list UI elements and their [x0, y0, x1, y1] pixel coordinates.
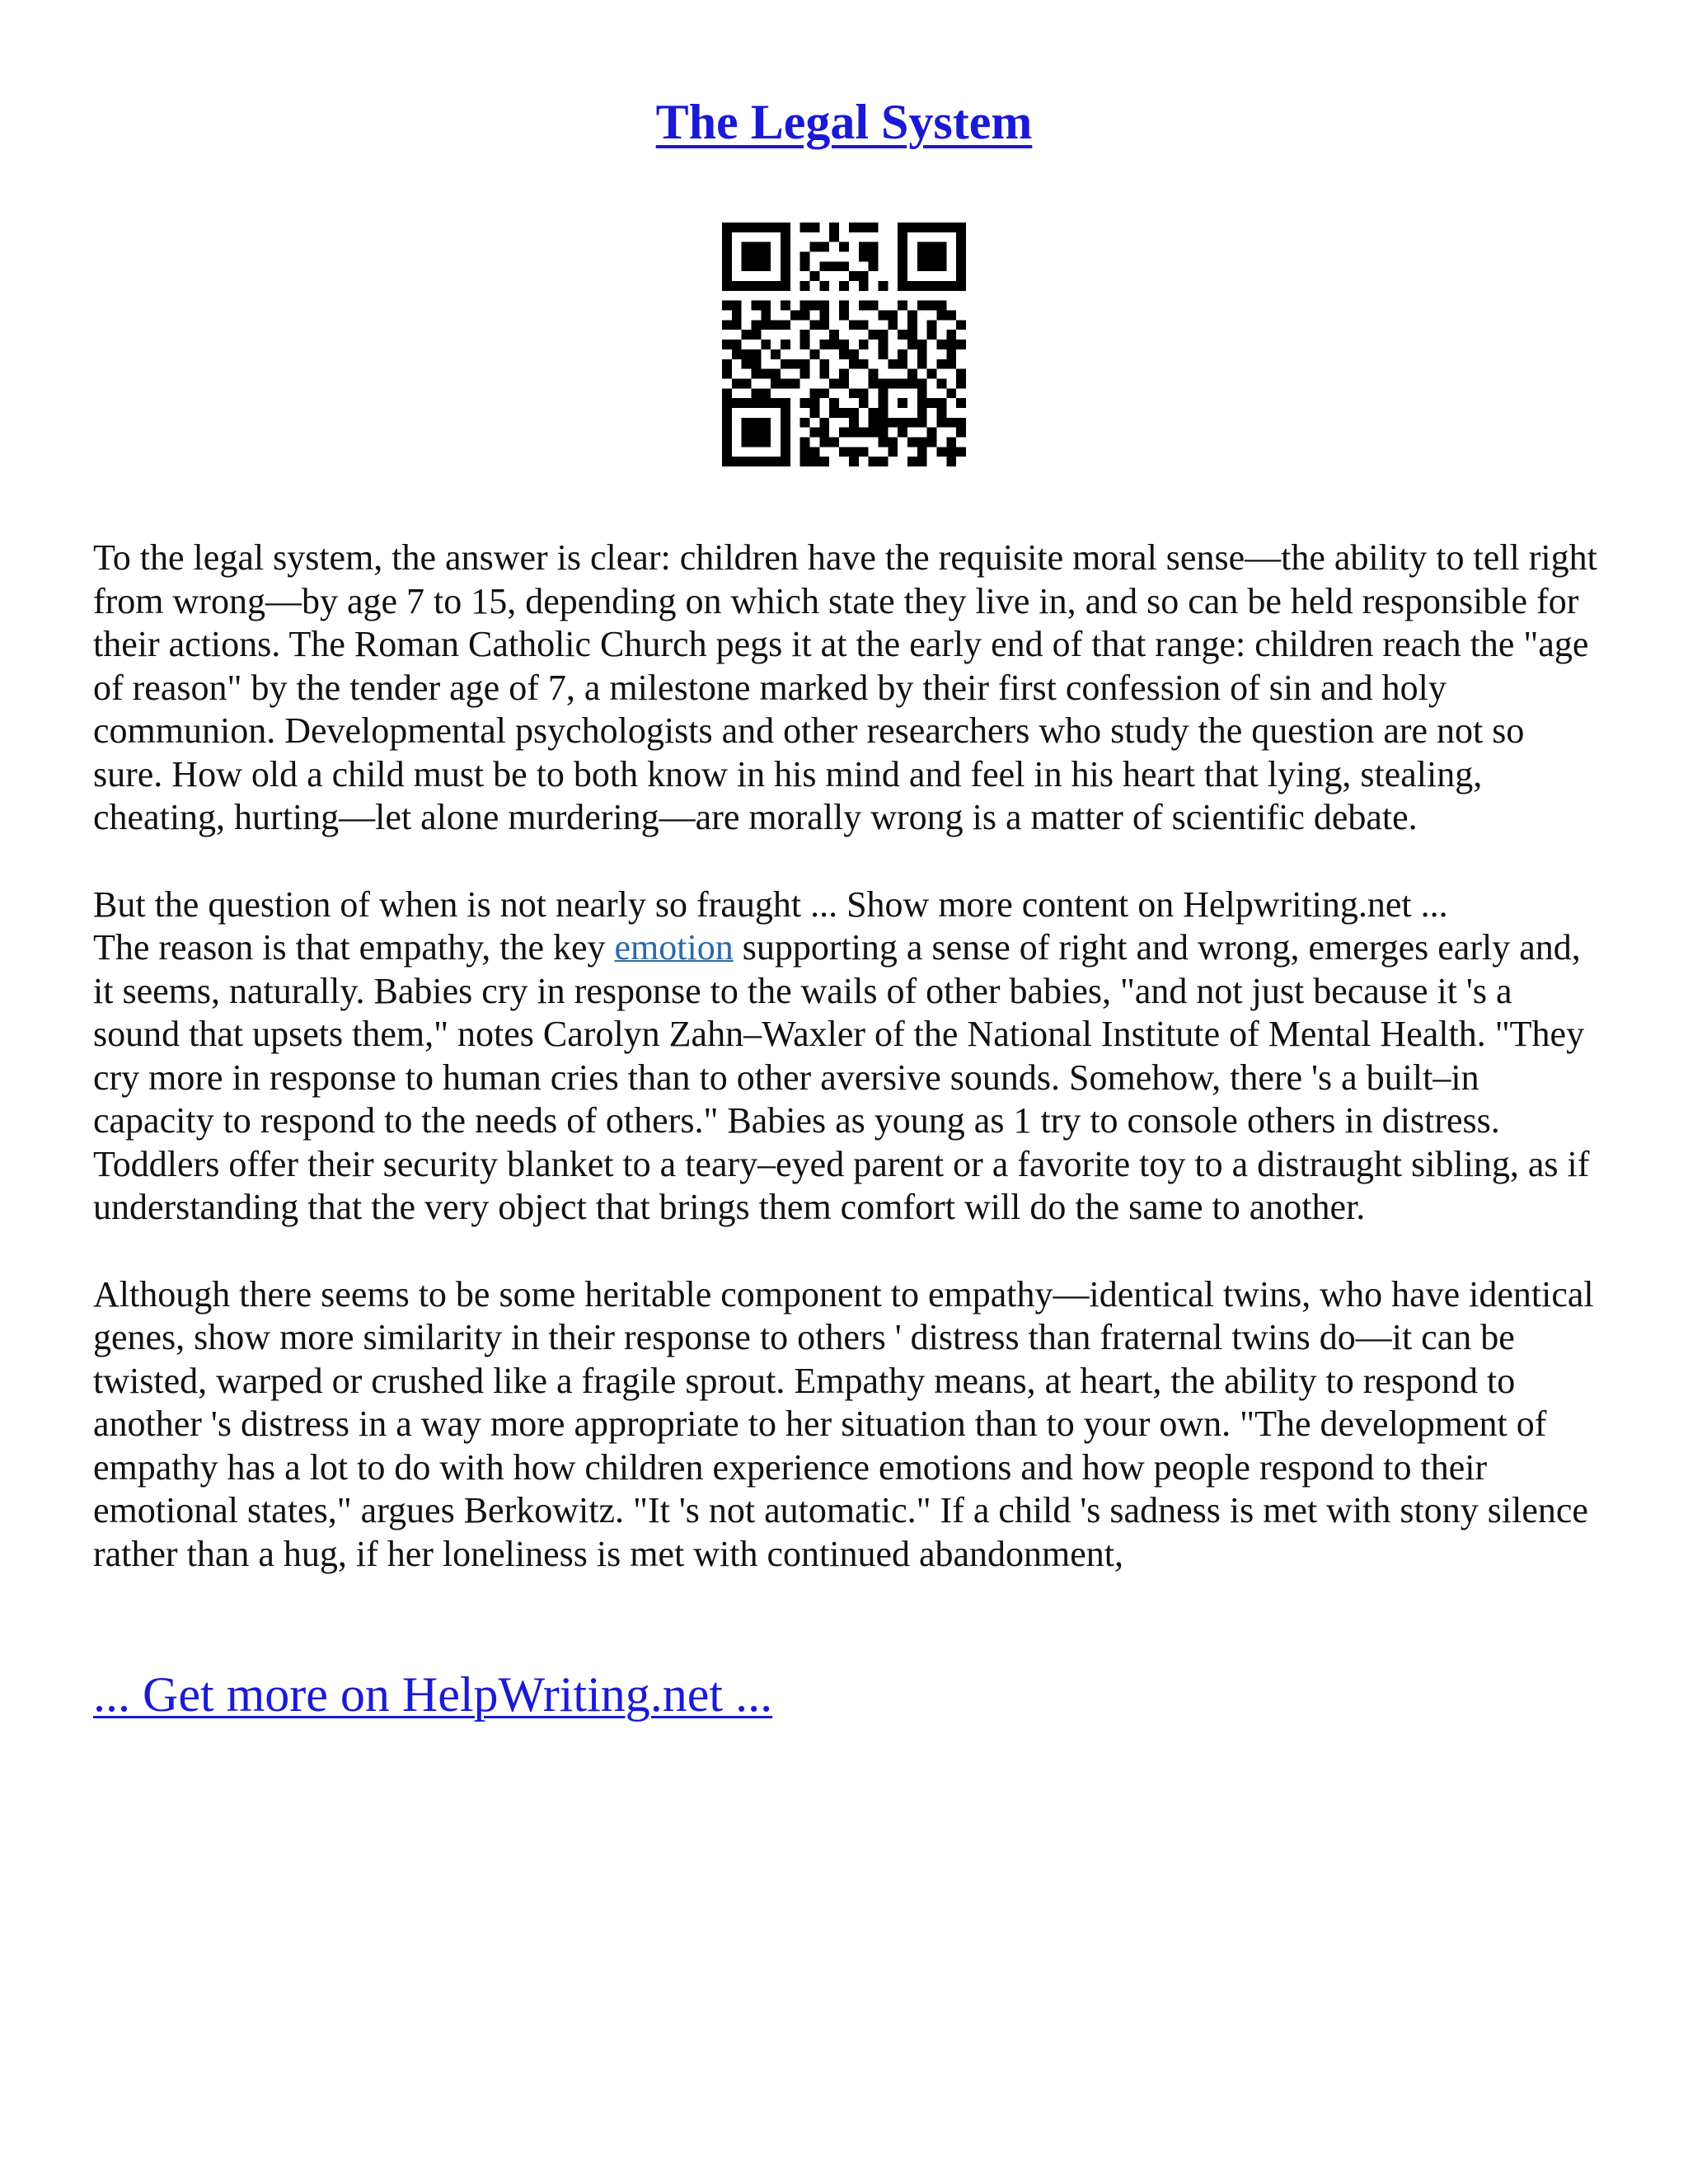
emotion-link[interactable]: emotion: [614, 927, 734, 968]
paragraph-2-before-link: The reason is that empathy, the key: [93, 927, 615, 968]
paragraph-1: To the legal system, the answer is clear: children have the requisite moral sense—the ability to tell right from wrong—by age 7 to 15, depending on which state they live in, and so can be held responsible for their actions. The Roman Catholic Church pegs it at the early end of that range: children reach the "age of reason" by the tender age of 7, a milestone marked by their first confession of sin and holy communion. Developmental psychologists and other researchers who study the question are not so sure. How old a child must be to both know in his mind and feel in his heart that lying, stealing, cheating, hurting—let alone murdering—are morally wrong is a matter of scientific debate.: [93, 537, 1597, 837]
paragraph-2-teaser: But the question of when is not nearly so fraught ... Show more content on Helpwriting.net ...: [93, 883, 1448, 925]
paragraph-2-after-link: supporting a sense of right and wrong, emerges early and, it seems, naturally. Babies cry in response to the wails of other babies, "and not just because it 's a sound that upsets them," notes Carolyn Zahn–Waxler of the National Institute of Mental Health. "They cry more in response to human cries than to other aversive sounds. Somehow, there 's a built–in capacity to respond to the needs of others." Babies as young as 1 try to console others in distress. Toddlers offer their security blanket to a teary–eyed parent or a favorite toy to a distraught sibling, as if understanding that the very object that brings them comfort will do the same to another.: [93, 927, 1590, 1227]
paragraph-3: Although there seems to be some heritable component to empathy—identical twins, who have identical genes, show more similarity in their response to others ' distress than fraternal twins do—it can be twisted, warped or crushed like a fragile sprout. Empathy means, at heart, the ability to respond to another 's distress in a way more appropriate to her situation than to your own. "The development of empathy has a lot to do with how children experience emotions and how people respond to their emotional states," argues Berkowitz. "It 's not automatic." If a child 's sadness is met with stony silence rather than a hug, if her loneliness is met with continued abandonment,: [93, 1273, 1594, 1574]
paragraph-2: [93, 883, 1601, 1230]
get-more-container: [93, 1665, 772, 1724]
article-body: [93, 537, 1601, 1619]
title-link[interactable]: The Legal System: [655, 95, 1033, 149]
page-title: [0, 89, 1688, 155]
qr-code-graphic: [722, 223, 966, 466]
get-more-link[interactable]: ... Get more on HelpWriting.net ...: [93, 1667, 773, 1722]
qr-code-icon: [722, 223, 966, 466]
